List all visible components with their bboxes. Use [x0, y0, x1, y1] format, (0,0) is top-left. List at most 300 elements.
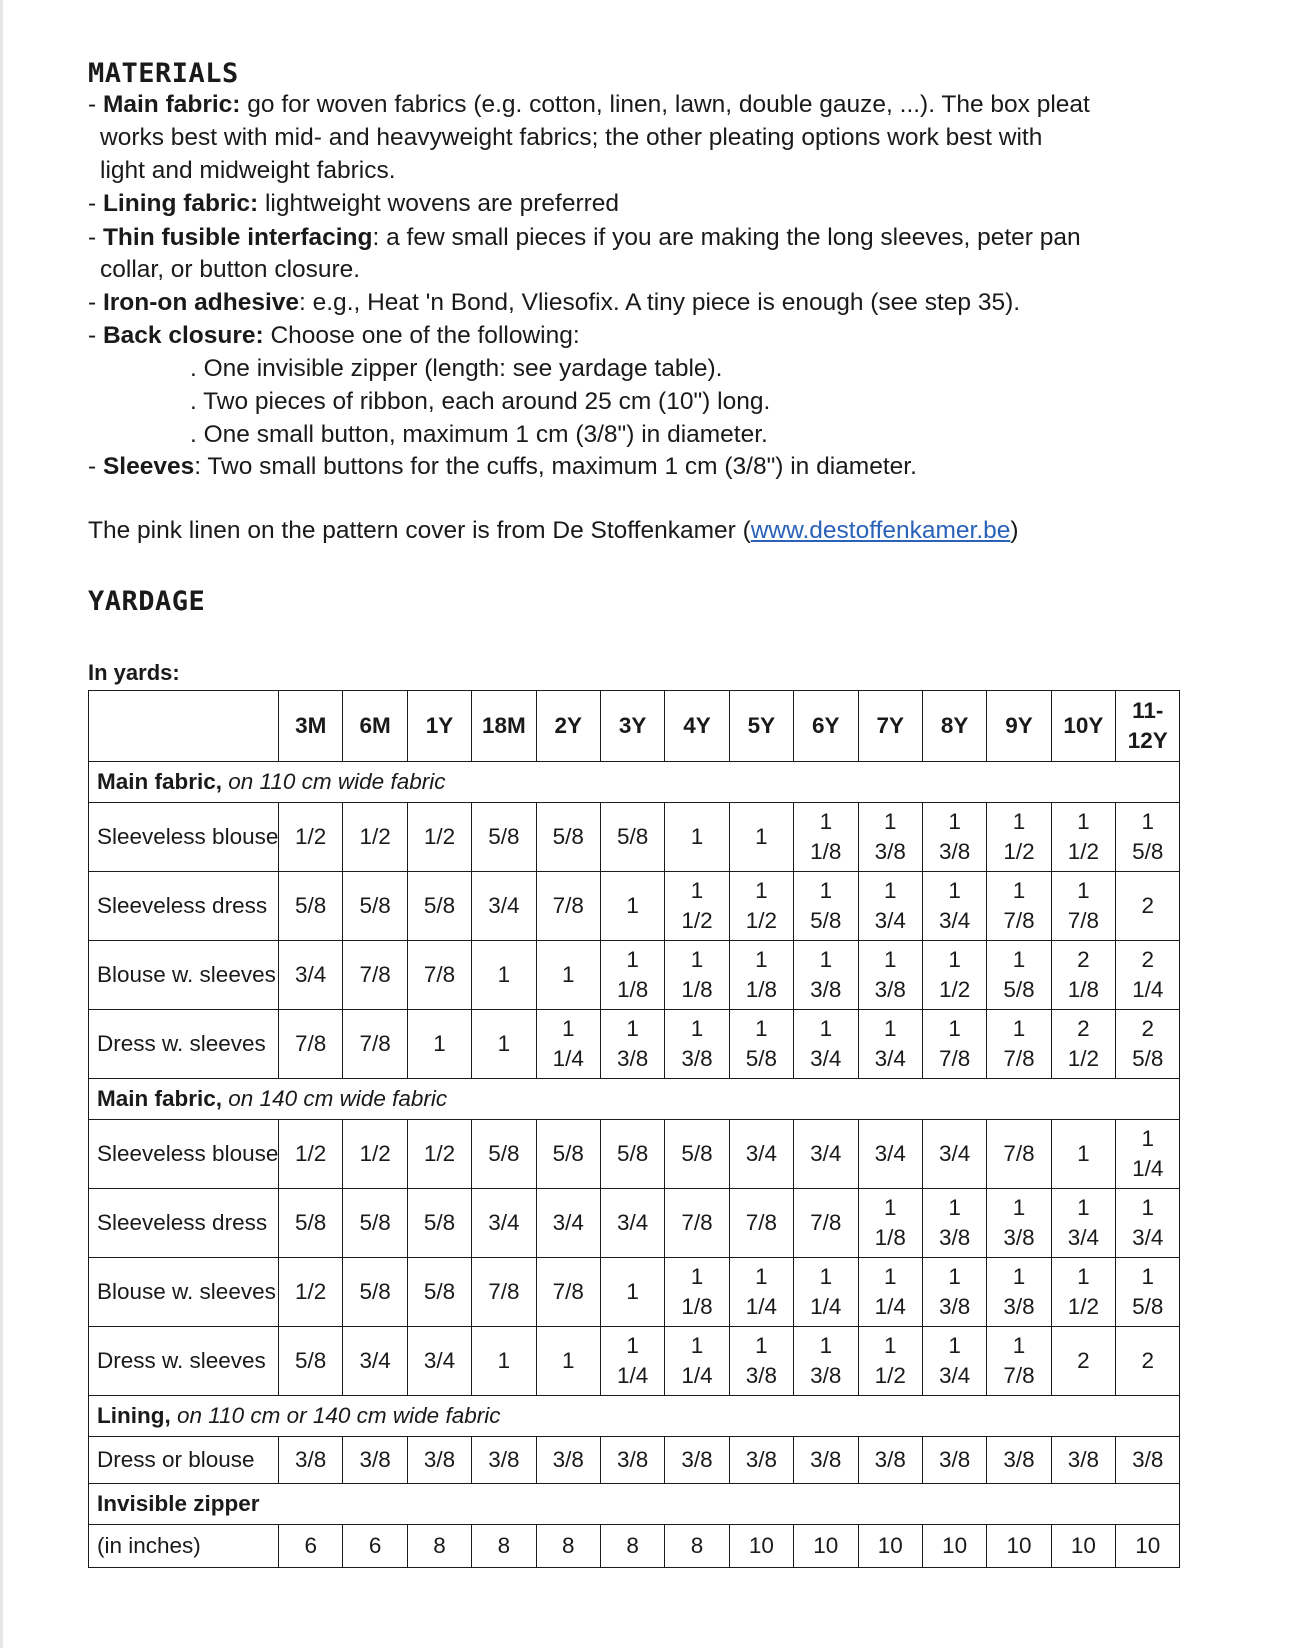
- value-part: 1: [1077, 1264, 1090, 1289]
- yardage-value: 1/2: [279, 803, 343, 872]
- value-part: 1: [883, 1264, 897, 1289]
- value-part: 1: [819, 1264, 833, 1289]
- zipper-title: [89, 1484, 1180, 1525]
- value-part: 1/2: [1067, 1294, 1100, 1319]
- yardage-value: [1116, 1189, 1180, 1258]
- value-part: 1: [1141, 1126, 1155, 1151]
- yardage-value: [858, 1258, 922, 1327]
- row-label: Sleeveless blouse: [89, 803, 279, 872]
- value-part: 1: [626, 1333, 639, 1358]
- yardage-value: 5/8: [472, 1120, 536, 1189]
- yardage-value: 3/4: [279, 941, 343, 1010]
- table-row: [89, 1120, 1180, 1189]
- section-title-bold: Main fabric,: [97, 1086, 223, 1111]
- value-part: 7/8: [1003, 1363, 1035, 1388]
- size-header: 9Y: [987, 691, 1051, 762]
- yardage-value: 7/8: [536, 1258, 600, 1327]
- materials-line: [88, 450, 917, 484]
- yardage-value: [794, 1010, 858, 1079]
- table-row: [89, 941, 1180, 1010]
- yardage-value: [536, 1010, 600, 1079]
- value-part: 1: [1012, 1195, 1026, 1220]
- yardage-value: 3/4: [343, 1327, 407, 1396]
- section-title: [89, 762, 1180, 803]
- yardage-value: 5/8: [536, 1120, 600, 1189]
- value-part: 3/8: [745, 1363, 778, 1388]
- table-row: [89, 803, 1180, 872]
- size-header: 3M: [279, 691, 343, 762]
- yardage-value: 3/8: [729, 1437, 793, 1484]
- line-term: Back closure:: [102, 322, 264, 349]
- zipper-length: 10: [1116, 1525, 1180, 1568]
- yardage-value: [987, 803, 1051, 872]
- yardage-value: 7/8: [665, 1189, 729, 1258]
- zipper-unit-label: (in inches): [89, 1525, 279, 1568]
- value-part: 1: [1012, 947, 1026, 972]
- value-part: 1/8: [617, 977, 649, 1002]
- value-part: 3/4: [1067, 1225, 1100, 1250]
- yardage-value: 3/8: [858, 1437, 922, 1484]
- materials-line: [88, 88, 1090, 122]
- line-term: Lining fabric:: [102, 190, 259, 217]
- value-part: 3/4: [810, 1046, 842, 1071]
- zipper-title-row: [89, 1484, 1180, 1525]
- row-label: Dress w. sleeves: [89, 1010, 279, 1079]
- yardage-value: [987, 872, 1051, 941]
- section-title: [89, 1396, 1180, 1437]
- size-header: 2Y: [536, 691, 600, 762]
- value-part: 1: [819, 1333, 833, 1358]
- section-row: [89, 762, 1180, 803]
- yardage-value: 5/8: [279, 1327, 343, 1396]
- value-part: 3/4: [938, 908, 971, 933]
- yardage-value: [600, 1327, 664, 1396]
- value-part: 3/8: [1003, 1294, 1035, 1319]
- yardage-value: 1: [1051, 1120, 1115, 1189]
- value-part: 1/2: [938, 977, 971, 1002]
- yardage-value: 3/8: [987, 1437, 1051, 1484]
- value-part: 1: [690, 878, 704, 903]
- yardage-value: [922, 1189, 986, 1258]
- value-part: 1: [1077, 1195, 1090, 1220]
- yardage-value: [1051, 1010, 1115, 1079]
- line-prefix: -: [88, 190, 103, 217]
- value-part: 1: [1012, 809, 1026, 834]
- value-part: 1: [819, 809, 833, 834]
- yardage-value: 3/8: [665, 1437, 729, 1484]
- value-part: 7/8: [938, 1046, 971, 1071]
- yardage-value: [729, 1327, 793, 1396]
- yardage-value: 7/8: [794, 1189, 858, 1258]
- value-part: 1: [883, 1333, 897, 1358]
- yardage-value: 3/4: [922, 1120, 986, 1189]
- line-prefix: -: [88, 289, 103, 316]
- value-part: 1/4: [1132, 1156, 1164, 1181]
- value-part: 3/4: [938, 1363, 971, 1388]
- yardage-value: [1116, 803, 1180, 872]
- zipper-length: 8: [665, 1525, 729, 1568]
- yardage-value: 5/8: [407, 1189, 471, 1258]
- yardage-value: [1051, 803, 1115, 872]
- yardage-value: 3/8: [279, 1437, 343, 1484]
- size-header: 4Y: [665, 691, 729, 762]
- units-subheading: In yards:: [88, 660, 180, 685]
- line-text: collar, or button closure.: [100, 256, 361, 283]
- value-part: 1: [1141, 1195, 1155, 1220]
- value-part: 7/8: [1003, 908, 1035, 933]
- yardage-value: [858, 1010, 922, 1079]
- value-part: 1/4: [617, 1363, 649, 1388]
- value-part: 3/4: [874, 908, 906, 933]
- value-part: 1: [690, 1333, 704, 1358]
- value-part: 1: [948, 1195, 961, 1220]
- credit-end: ): [1010, 517, 1019, 544]
- value-part: 1/4: [1132, 977, 1164, 1002]
- value-part: 1: [755, 1016, 768, 1041]
- yardage-value: 5/8: [407, 1258, 471, 1327]
- size-header-part: 12Y: [1127, 728, 1168, 753]
- yardage-value: [794, 941, 858, 1010]
- yardage-value: 5/8: [600, 1120, 664, 1189]
- line-text: works best with mid- and heavyweight fabrics; the other pleating options work best with: [100, 124, 1043, 151]
- materials-line: [100, 154, 396, 188]
- value-part: 1: [1141, 809, 1155, 834]
- materials-line: [100, 253, 360, 287]
- yardage-value: 3/8: [472, 1437, 536, 1484]
- yardage-value: [922, 803, 986, 872]
- yardage-value: [665, 1258, 729, 1327]
- value-part: 2: [1141, 1016, 1155, 1041]
- value-part: 2: [1077, 1016, 1090, 1041]
- value-part: 1/4: [745, 1294, 778, 1319]
- value-part: 1/2: [681, 908, 713, 933]
- yardage-value: 7/8: [987, 1120, 1051, 1189]
- line-prefix: -: [88, 322, 103, 349]
- value-part: 5/8: [1132, 839, 1164, 864]
- yardage-value: 5/8: [279, 872, 343, 941]
- yardage-value: 3/4: [407, 1327, 471, 1396]
- yardage-value: 3/4: [729, 1120, 793, 1189]
- value-part: 1: [1012, 1016, 1026, 1041]
- yardage-value: [729, 872, 793, 941]
- yardage-value: 3/4: [472, 872, 536, 941]
- size-header: 5Y: [729, 691, 793, 762]
- value-part: 1: [883, 878, 897, 903]
- yardage-value: 3/8: [600, 1437, 664, 1484]
- value-part: 1/4: [810, 1294, 842, 1319]
- value-part: 5/8: [810, 908, 842, 933]
- line-text: . One invisible zipper (length: see yardage table).: [190, 355, 723, 382]
- value-part: 1/2: [745, 908, 778, 933]
- section-title-italic: on 110 cm or 140 cm wide fabric: [170, 1403, 501, 1428]
- yardage-value: 5/8: [472, 803, 536, 872]
- yardage-value: [922, 1258, 986, 1327]
- yardage-value: 5/8: [343, 1189, 407, 1258]
- value-part: 1/2: [1003, 839, 1035, 864]
- yardage-value: 7/8: [729, 1189, 793, 1258]
- yardage-value: 2: [1116, 872, 1180, 941]
- credit-link[interactable]: www.destoffenkamer.be: [750, 517, 1011, 544]
- value-part: 3/8: [617, 1046, 649, 1071]
- size-header: 18M: [472, 691, 536, 762]
- row-label: Blouse w. sleeves: [89, 941, 279, 1010]
- yardage-value: 3/4: [794, 1120, 858, 1189]
- line-prefix: -: [88, 91, 103, 118]
- page-edge: [0, 0, 3, 1648]
- value-part: 1: [819, 878, 833, 903]
- value-part: 3/8: [938, 1225, 971, 1250]
- yardage-value: 3/4: [600, 1189, 664, 1258]
- value-part: 1/4: [874, 1294, 906, 1319]
- value-part: 1: [948, 809, 961, 834]
- yardage-value: 1: [472, 941, 536, 1010]
- yardage-value: [987, 941, 1051, 1010]
- yardage-value: [665, 1010, 729, 1079]
- size-header: 6Y: [794, 691, 858, 762]
- yardage-value: [922, 941, 986, 1010]
- value-part: 2: [1077, 947, 1090, 972]
- value-part: 3/8: [810, 977, 842, 1002]
- yardage-value: 1: [665, 803, 729, 872]
- yardage-value: 3/4: [858, 1120, 922, 1189]
- value-part: 1: [819, 1016, 833, 1041]
- value-part: 1: [1012, 1333, 1026, 1358]
- value-part: 1/8: [1067, 977, 1100, 1002]
- materials-heading: MATERIALS: [88, 58, 239, 89]
- yardage-value: 1/2: [407, 1120, 471, 1189]
- section-title-italic: on 140 cm wide fabric: [222, 1086, 448, 1111]
- yardage-value: 2: [1116, 1327, 1180, 1396]
- yardage-value: [665, 1327, 729, 1396]
- zipper-row: [89, 1525, 1180, 1568]
- yardage-value: [922, 1327, 986, 1396]
- zipper-length: 6: [343, 1525, 407, 1568]
- size-header: 1Y: [407, 691, 471, 762]
- yardage-value: [1051, 872, 1115, 941]
- line-term: Iron-on adhesive: [102, 289, 300, 316]
- zipper-length: 10: [922, 1525, 986, 1568]
- value-part: 3/8: [874, 839, 906, 864]
- yardage-value: [987, 1327, 1051, 1396]
- section-title: [89, 1079, 1180, 1120]
- yardage-value: 5/8: [600, 803, 664, 872]
- yardage-value: 7/8: [343, 941, 407, 1010]
- yardage-value: [794, 803, 858, 872]
- materials-line: [88, 319, 580, 353]
- section-row: [89, 1079, 1180, 1120]
- value-part: 5/8: [1132, 1046, 1164, 1071]
- value-part: 1/8: [681, 1294, 713, 1319]
- zipper-length: 8: [536, 1525, 600, 1568]
- row-label: Sleeveless dress: [89, 872, 279, 941]
- fabric-credit: [88, 514, 1019, 548]
- value-part: 1: [626, 1016, 639, 1041]
- yardage-value: 1: [536, 941, 600, 1010]
- yardage-table: [88, 690, 1180, 1568]
- value-part: 1: [626, 947, 639, 972]
- size-header: 7Y: [858, 691, 922, 762]
- header-corner: [89, 691, 279, 762]
- table-row: [89, 1010, 1180, 1079]
- yardage-value: [600, 1010, 664, 1079]
- value-part: 1: [883, 947, 897, 972]
- yardage-value: [794, 1327, 858, 1396]
- value-part: 1: [690, 947, 704, 972]
- zipper-length: 10: [1051, 1525, 1115, 1568]
- yardage-value: 3/8: [536, 1437, 600, 1484]
- table-row: [89, 1189, 1180, 1258]
- line-term: Thin fusible interfacing: [102, 224, 373, 251]
- yardage-value: [729, 941, 793, 1010]
- yardage-value: 3/8: [794, 1437, 858, 1484]
- table-row: [89, 1437, 1180, 1484]
- size-header: 10Y: [1051, 691, 1115, 762]
- yardage-value: 5/8: [343, 1258, 407, 1327]
- zipper-length: 10: [794, 1525, 858, 1568]
- row-label: Dress w. sleeves: [89, 1327, 279, 1396]
- value-part: 1/4: [681, 1363, 713, 1388]
- value-part: 3/4: [1132, 1225, 1164, 1250]
- materials-line: [190, 385, 770, 419]
- table-row: [89, 1258, 1180, 1327]
- line-text: : a few small pieces if you are making the long sleeves, peter pan: [372, 224, 1081, 251]
- yardage-value: [1116, 1010, 1180, 1079]
- value-part: 1: [948, 1016, 961, 1041]
- value-part: 3/4: [874, 1046, 906, 1071]
- yardage-value: 5/8: [665, 1120, 729, 1189]
- value-part: 1: [819, 947, 833, 972]
- value-part: 1: [1012, 1264, 1026, 1289]
- yardage-value: 1/2: [343, 1120, 407, 1189]
- yardage-value: 5/8: [279, 1189, 343, 1258]
- zipper-length: 10: [729, 1525, 793, 1568]
- value-part: 3/8: [938, 839, 971, 864]
- yardage-value: [922, 872, 986, 941]
- line-term: Sleeves: [102, 453, 195, 480]
- yardage-value: 1: [600, 1258, 664, 1327]
- yardage-value: 3/8: [1051, 1437, 1115, 1484]
- value-part: 1: [755, 947, 768, 972]
- yardage-value: 7/8: [472, 1258, 536, 1327]
- size-header-part: 11-: [1132, 698, 1164, 723]
- materials-line: [100, 121, 1042, 155]
- yardage-value: [1051, 1258, 1115, 1327]
- yardage-value: [794, 872, 858, 941]
- yardage-value: 1/2: [343, 803, 407, 872]
- section-title-bold: Lining,: [97, 1403, 171, 1428]
- value-part: 1/2: [1067, 1046, 1100, 1071]
- zipper-length: 8: [472, 1525, 536, 1568]
- line-prefix: -: [88, 453, 103, 480]
- yardage-value: [858, 1189, 922, 1258]
- yardage-value: 7/8: [407, 941, 471, 1010]
- line-text: : e.g., Heat 'n Bond, Vliesofix. A tiny piece is enough (see step 35).: [299, 289, 1021, 316]
- value-part: 1: [755, 1333, 768, 1358]
- table-row: [89, 1327, 1180, 1396]
- value-part: 7/8: [1067, 908, 1100, 933]
- value-part: 1: [948, 878, 961, 903]
- yardage-value: 2: [1051, 1327, 1115, 1396]
- value-part: 3/8: [681, 1046, 713, 1071]
- yardage-value: 7/8: [343, 1010, 407, 1079]
- value-part: 1: [1012, 878, 1026, 903]
- row-label: Sleeveless blouse: [89, 1120, 279, 1189]
- zipper-length: 10: [858, 1525, 922, 1568]
- line-text: . One small button, maximum 1 cm (3/8") in diameter.: [190, 421, 768, 448]
- yardage-heading: YARDAGE: [88, 586, 206, 617]
- value-part: 1/8: [874, 1225, 906, 1250]
- yardage-value: 7/8: [536, 872, 600, 941]
- yardage-value: [858, 1327, 922, 1396]
- yardage-value: [1116, 941, 1180, 1010]
- yardage-value: [922, 1010, 986, 1079]
- value-part: 1: [755, 1264, 768, 1289]
- value-part: 1/2: [1067, 839, 1100, 864]
- value-part: 1: [1077, 809, 1090, 834]
- yardage-value: 1: [472, 1327, 536, 1396]
- value-part: 1/8: [810, 839, 842, 864]
- value-part: 3/8: [938, 1294, 971, 1319]
- value-part: 1/8: [681, 977, 713, 1002]
- line-text: Choose one of the following:: [263, 322, 580, 349]
- section-title-bold: Main fabric,: [97, 769, 223, 794]
- yardage-value: 5/8: [343, 872, 407, 941]
- yardage-value: [1116, 1120, 1180, 1189]
- yardage-value: [1116, 1258, 1180, 1327]
- materials-line: [88, 187, 619, 221]
- yardage-value: [729, 1010, 793, 1079]
- yardage-value: 1: [729, 803, 793, 872]
- yardage-value: [858, 941, 922, 1010]
- yardage-value: [1051, 1189, 1115, 1258]
- yardage-value: 5/8: [536, 803, 600, 872]
- yardage-value: [987, 1010, 1051, 1079]
- value-part: 1/4: [552, 1046, 584, 1071]
- yardage-value: [665, 872, 729, 941]
- zipper-title-text: Invisible zipper: [97, 1491, 260, 1516]
- yardage-value: 3/8: [407, 1437, 471, 1484]
- line-text: lightweight wovens are preferred: [258, 190, 620, 217]
- materials-line: [190, 418, 768, 452]
- line-text: : Two small buttons for the cuffs, maximum 1 cm (3/8") in diameter.: [194, 453, 917, 480]
- yardage-value: 3/4: [536, 1189, 600, 1258]
- yardage-value: 1: [600, 872, 664, 941]
- value-part: 1: [948, 947, 961, 972]
- value-part: 3/8: [1003, 1225, 1035, 1250]
- yardage-value: 3/8: [343, 1437, 407, 1484]
- line-term: Main fabric:: [102, 91, 241, 118]
- yardage-value: 3/8: [922, 1437, 986, 1484]
- yardage-value: 1: [407, 1010, 471, 1079]
- value-part: 1: [755, 878, 768, 903]
- value-part: 1/2: [874, 1363, 906, 1388]
- yardage-value: [858, 803, 922, 872]
- value-part: 1: [690, 1264, 704, 1289]
- row-label: Dress or blouse: [89, 1437, 279, 1484]
- yardage-value: [600, 941, 664, 1010]
- yardage-value: [729, 1258, 793, 1327]
- value-part: 1: [562, 1016, 575, 1041]
- value-part: 1: [883, 809, 897, 834]
- credit-text: The pink linen on the pattern cover is from De Stoffenkamer (: [88, 517, 751, 544]
- value-part: 1: [883, 1016, 897, 1041]
- zipper-length: 8: [600, 1525, 664, 1568]
- value-part: 1: [690, 1016, 704, 1041]
- yardage-value: [1051, 941, 1115, 1010]
- yardage-value: 1/2: [279, 1258, 343, 1327]
- yardage-value: 3/8: [1116, 1437, 1180, 1484]
- materials-line: [88, 221, 1081, 255]
